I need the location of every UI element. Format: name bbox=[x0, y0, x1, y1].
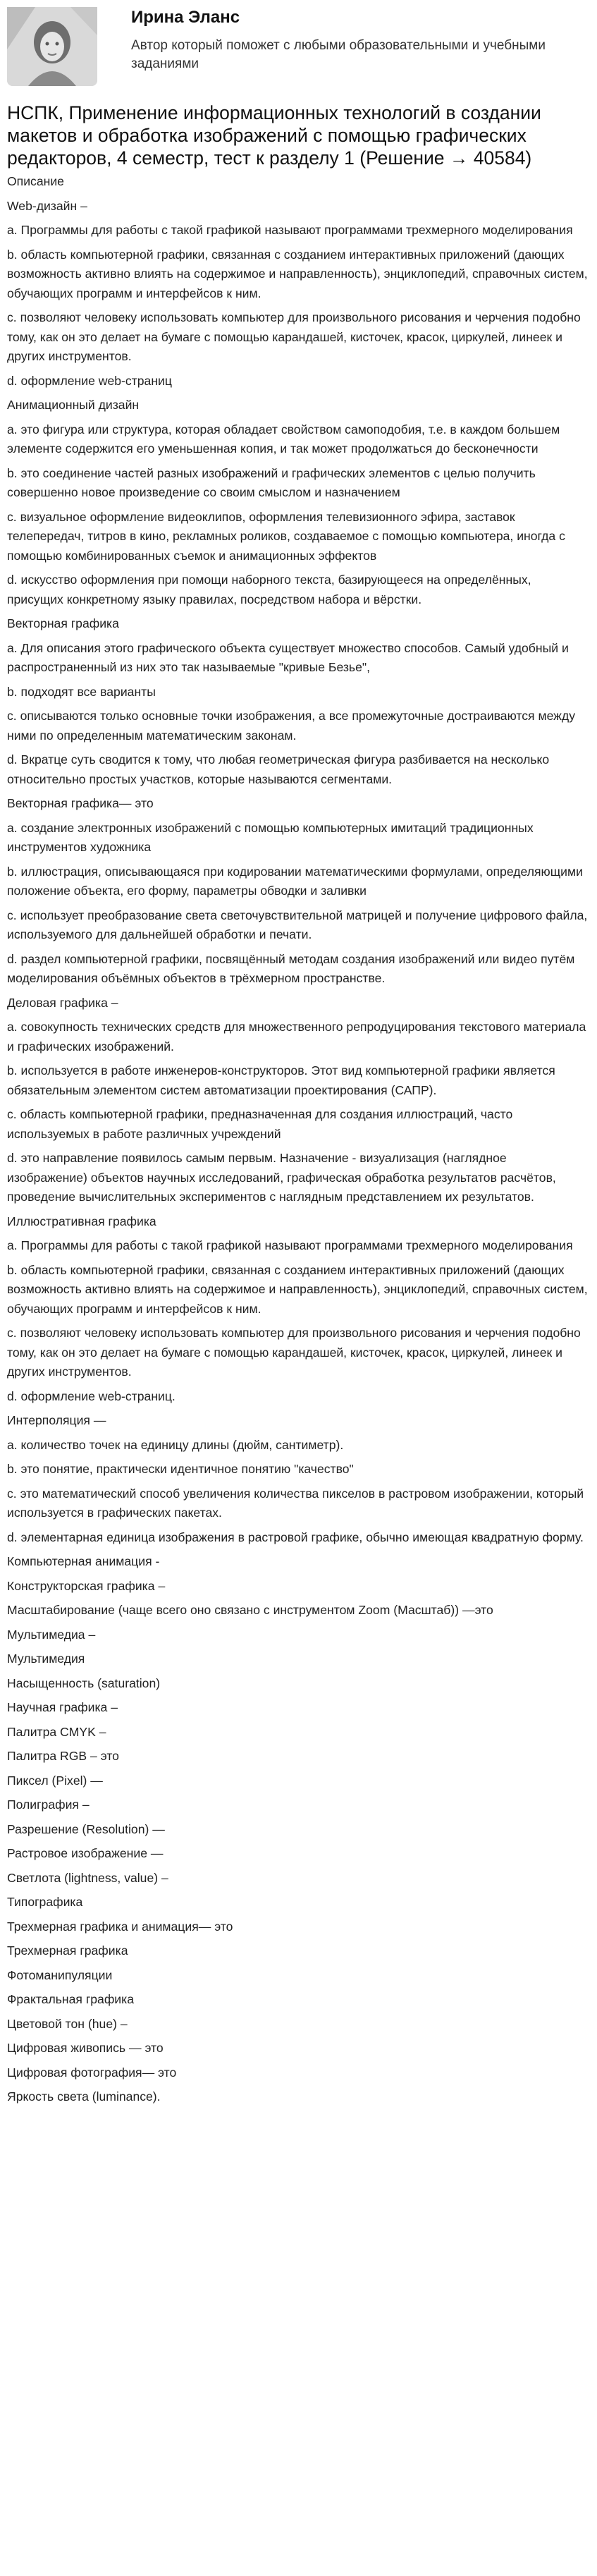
content-paragraph: d. искусство оформления при помощи наборного текста, базирующееся на определённых, присущих конкретному языку правилах, посредством набора и вёрстки. bbox=[7, 573, 531, 606]
content-paragraph: b. область компьютерной графики, связанная с созданием интерактивных приложений (дающих возможность активно влиять на содержимое и направленность), энциклопедий, справочных систем, обучающих программ и интерфейсов к ним. bbox=[7, 1262, 588, 1316]
content-paragraph: b. используется в работе инженеров-конструкторов. Этот вид компьютерной графики является обязательным элементом систем автоматизации проектирования (САПР). bbox=[7, 1063, 555, 1097]
content-paragraph: Фотоманипуляции bbox=[7, 1967, 113, 1982]
content-paragraph: b. область компьютерной графики, связанная с созданием интерактивных приложений (дающих возможность активно влиять на содержимое и направленность), энциклопедий, справочных систем, обучающих программ и интерфейсов к ним. bbox=[7, 247, 588, 300]
content-paragraph: b. подходят все варианты bbox=[7, 684, 156, 699]
content-paragraph: b. иллюстрация, описывающаяся при кодировании математическими формулами, определяющими положение объекта, его форму, параметры обводки и заливки bbox=[7, 864, 583, 898]
content-paragraph: b. это понятие, практически идентичное понятию "качество" bbox=[7, 1462, 354, 1476]
content-paragraph: Трехмерная графика и анимация— это bbox=[7, 1919, 233, 1934]
test-content bbox=[7, 172, 589, 2107]
author-avatar[interactable] bbox=[7, 7, 97, 86]
content-paragraph: Цифровая фотография— это bbox=[7, 2065, 177, 2080]
content-paragraph: Растровое изображение — bbox=[7, 1846, 164, 1860]
content-paragraph: Иллюстративная графика bbox=[7, 1214, 156, 1228]
avatar-portrait-icon bbox=[7, 7, 97, 86]
content-paragraph: c. описываются только основные точки изображения, а все промежуточные достраиваются между ними по определенным математическим законам. bbox=[7, 709, 575, 743]
author-name[interactable]: Ирина Эланс bbox=[131, 8, 240, 27]
content-paragraph: Компьютерная анимация - bbox=[7, 1554, 160, 1568]
content-paragraph: a. Программы для работы с такой графикой называют программами трехмерного моделирования bbox=[7, 223, 573, 237]
content-paragraph: c. позволяют человеку использовать компьютер для произвольного рисования и черчения подобно тому, как он это делает на бумаге с помощью карандашей, кисточек, красок, циркулей, линеек и других инструментов. bbox=[7, 310, 581, 363]
content-paragraph: Векторная графика— это bbox=[7, 796, 154, 810]
content-paragraph: Мультимедия bbox=[7, 1652, 85, 1666]
author-card bbox=[7, 0, 589, 94]
content-paragraph: d. Вкратце суть сводится к тому, что любая геометрическая фигура разбивается на несколько относительно простых участков, которые называются сегментами. bbox=[7, 752, 550, 786]
content-paragraph: Анимационный дизайн bbox=[7, 398, 140, 412]
content-paragraph: Конструкторская графика – bbox=[7, 1578, 166, 1593]
content-paragraph: Фрактальная графика bbox=[7, 1992, 134, 2006]
content-paragraph: c. визуальное оформление видеоклипов, оформления телевизионного эфира, заставок телепередач, титров в кино, рекламных роликов, создаваемое с помощью компьютера, иногда с помощью комбинированных съемок и анимационных эффектов bbox=[7, 509, 565, 563]
content-paragraph: d. элементарная единица изображения в растровой графике, обычно имеющая квадратную форму. bbox=[7, 1530, 584, 1544]
content-paragraph: d. оформление web-страниц bbox=[7, 373, 172, 388]
content-paragraph: Светлота (lightness, value) – bbox=[7, 1870, 168, 1885]
content-paragraph: Мультимедиа – bbox=[7, 1627, 96, 1642]
content-paragraph: d. раздел компьютерной графики, посвящённый методам создания изображений или видео путём моделирования объёмных объектов в трёхмерном пространстве. bbox=[7, 951, 575, 985]
content-paragraph: a. совокупность технических средств для множественного репродуцирования текстового материала и графических изображений. bbox=[7, 1020, 586, 1054]
content-paragraph: Типографика bbox=[7, 1895, 83, 1909]
content-paragraph: Пиксел (Pixel) — bbox=[7, 1773, 103, 1788]
content-paragraph: a. Для описания этого графического объекта существует множество способов. Самый удобный и распространенный из них это так называемые "кривые Безье", bbox=[7, 640, 569, 674]
content-paragraph: c. это математический способ увеличения количества пикселов в растровом изображении, который используется в графических пакетах. bbox=[7, 1486, 584, 1520]
content-paragraph: c. использует преобразование света светочувствительной матрицей и получение цифрового файла, используемого для дальнейшей обработки и печати. bbox=[7, 908, 588, 941]
content-paragraph: Векторная графика bbox=[7, 616, 119, 630]
content-paragraph: d. это направление появилось самым первым. Назначение - визуализация (наглядное изображение) объектов научных исследований, графическая обработка результатов расчётов, проведение вычислительных экспериментов с наглядным представлением их результатов. bbox=[7, 1151, 556, 1204]
content-paragraph: Цифровая живопись — это bbox=[7, 2041, 164, 2055]
page-title: НСПК, Применение информационных технологий в создании макетов и обработка изображений с помощью графических редакторов, 4 семестр, тест к разделу 1 (Решение → 40584) bbox=[7, 102, 541, 169]
content-paragraph: c. позволяют человеку использовать компьютер для произвольного рисования и черчения подобно тому, как он это делает на бумаге с помощью карандашей, кисточек, красок, циркулей, линеек и других инструментов. bbox=[7, 1326, 581, 1379]
content-paragraph: a. создание электронных изображений с помощью компьютерных имитаций традиционных инструментов художника bbox=[7, 820, 534, 854]
content-paragraph: Трехмерная графика bbox=[7, 1943, 128, 1958]
content-paragraph: d. оформление web-страниц. bbox=[7, 1388, 176, 1403]
content-paragraph: Разрешение (Resolution) — bbox=[7, 1821, 165, 1836]
content-paragraph: Палитра RGB – это bbox=[7, 1749, 119, 1763]
content-paragraph: Деловая графика – bbox=[7, 995, 118, 1010]
content-paragraph: Насыщенность (saturation) bbox=[7, 1675, 161, 1690]
content-paragraph: Научная графика – bbox=[7, 1700, 118, 1714]
content-paragraph: Web-дизайн – bbox=[7, 198, 87, 213]
content-paragraph: c. область компьютерной графики, предназначенная для создания иллюстраций, часто используемых в работе различных учреждений bbox=[7, 1107, 513, 1141]
author-description: Автор который поможет с любыми образовательными и учебными заданиями bbox=[131, 38, 546, 71]
content-paragraph: a. это фигура или структура, которая обладает свойством самоподобия, т.е. в каждом большем элементе содержится его уменьшенная копия, и так может продолжаться до бесконечности bbox=[7, 422, 560, 456]
content-paragraph: Интерполяция — bbox=[7, 1413, 106, 1427]
content-paragraph: Палитра CMYK – bbox=[7, 1724, 106, 1739]
content-paragraph: Масштабирование (чаще всего оно связано с инструментом Zoom (Масштаб)) —это bbox=[7, 1603, 493, 1617]
content-paragraph: b. это соединение частей разных изображений и графических элементов с целью получить совершенно новое произведение со своим смыслом и назначением bbox=[7, 465, 536, 499]
content-paragraph: Яркость света (luminance). bbox=[7, 2089, 161, 2104]
content-paragraph: Полиграфия – bbox=[7, 1797, 90, 1812]
content-paragraph: a. Программы для работы с такой графикой называют программами трехмерного моделирования bbox=[7, 1238, 573, 1252]
content-paragraph: Цветовой тон (hue) – bbox=[7, 2016, 128, 2031]
author-info bbox=[131, 4, 554, 73]
content-paragraph: a. количество точек на единицу длины (дюйм, сантиметр). bbox=[7, 1437, 344, 1452]
content-paragraph: Описание bbox=[7, 174, 64, 188]
